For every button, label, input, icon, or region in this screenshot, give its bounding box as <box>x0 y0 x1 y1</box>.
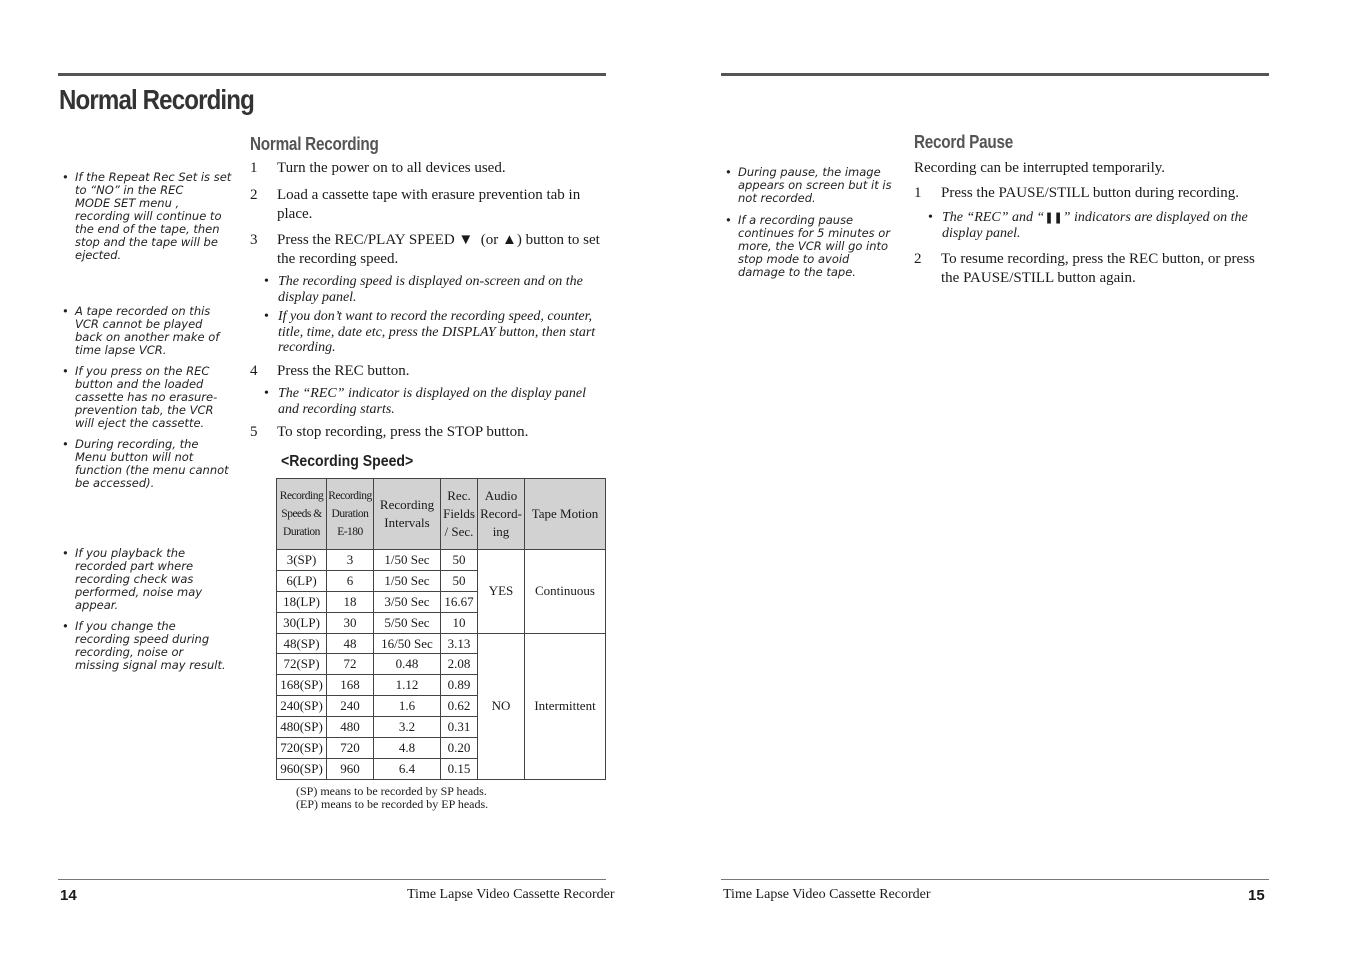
pause-step-2: 2 To resume recording, press the REC button, or press the PAUSE/STILL button again. <box>914 251 1255 286</box>
side-note: • If a recording pause continues for 5 minutes or more, the VCR will go into stop mode to avoid damage to the tape. <box>723 214 890 279</box>
header-audio: Audio Record- ing <box>478 479 525 550</box>
header-speed: Recording Speeds & Duration <box>277 479 327 550</box>
step-3-note: • If you don’t want to record the recording speed, counter, title, time, date etc, press the DISPLAY button, then start recording. <box>264 309 596 355</box>
top-rule-right <box>721 73 1269 76</box>
step-3-note: • The recording speed is displayed on-screen and on the display panel. <box>264 274 583 305</box>
arrow-up-icon: ▲ <box>502 232 517 248</box>
running-title-left: Time Lapse Video Cassette Recorder <box>407 887 615 902</box>
section-heading-record-pause: Record Pause <box>914 132 1013 152</box>
audio-no-cell: NO <box>478 633 525 779</box>
bottom-rule-left <box>58 879 606 880</box>
side-note: • If you playback the recorded part where recording check was performed, noise may appear. <box>60 547 202 612</box>
table-row: 3(SP) 3 1/50 Sec 50 YES Continuous <box>277 550 606 571</box>
pause-step-1: 1 Press the PAUSE/STILL button during recording. <box>914 185 1240 201</box>
table-title: <Recording Speed> <box>281 453 414 470</box>
table-row: 480(SP) 480 3.2 0.31 <box>277 717 606 738</box>
header-fields: Rec. Fields / Sec. <box>441 479 478 550</box>
side-note: • During pause, the image appears on screen but it is not recorded. <box>723 166 892 205</box>
table-footnote-sp: (SP) means to be recorded by SP heads. <box>296 784 487 798</box>
page-title: Normal Recording <box>59 84 254 115</box>
table-row: 72(SP) 72 0.48 2.08 <box>277 654 606 675</box>
step-3: 3 Press the REC/PLAY SPEED ▼ (or ▲) button to set the recording speed. <box>250 232 600 267</box>
page-number-right: 15 <box>1248 887 1265 904</box>
table-row: 30(LP) 30 5/50 Sec 10 <box>277 612 606 633</box>
header-duration: Recording Duration E-180 <box>327 479 374 550</box>
header-intervals: Recording Intervals <box>374 479 441 550</box>
tape-intermittent-cell: Intermittent <box>525 633 606 779</box>
header-tape-motion: Tape Motion <box>525 479 606 550</box>
side-note: • A tape recorded on this VCR cannot be played back on another make of time lapse VCR. <box>60 305 219 357</box>
section-heading-normal-recording: Normal Recording <box>250 134 379 154</box>
side-note: • If you press on the REC button and the loaded cassette has no erasure- prevention tab, the VCR will eject the cassette. <box>60 365 217 430</box>
side-note: • If the Repeat Rec Set is set to “NO” in the REC MODE SET menu , recording will continue to the end of the tape, then stop and the tape will be ejected. <box>60 171 231 262</box>
table-row: 240(SP) 240 1.6 0.62 <box>277 696 606 717</box>
record-pause-intro: Recording can be interrupted temporarily. <box>914 160 1166 176</box>
tape-continuous-cell: Continuous <box>525 550 606 634</box>
recording-speed-table <box>276 478 606 780</box>
table-row: 48(SP) 48 16/50 Sec 3.13 NO Intermittent <box>277 633 606 654</box>
pause-step-1-note: • The “REC” and “❚❚” indicators are displayed on the display panel. <box>928 210 1248 241</box>
table-row: 6(LP) 6 1/50 Sec 50 <box>277 570 606 591</box>
table-row: 720(SP) 720 4.8 0.20 <box>277 738 606 759</box>
step-2: 2 Load a cassette tape with erasure prevention tab in place. <box>250 187 581 222</box>
side-note: • If you change the recording speed during recording, noise or missing signal may result. <box>60 620 226 672</box>
step-1: 1 Turn the power on to all devices used. <box>250 160 506 176</box>
audio-yes-cell: YES <box>478 550 525 634</box>
bottom-rule-right <box>721 879 1269 880</box>
arrow-down-icon: ▼ <box>458 232 474 248</box>
table-row: 168(SP) 168 1.12 0.89 <box>277 675 606 696</box>
step-5: 5 To stop recording, press the STOP button. <box>250 424 529 440</box>
page-number-left: 14 <box>60 887 77 904</box>
table-header-row <box>277 479 606 550</box>
step-4-note: • The “REC” indicator is displayed on the display panel and recording starts. <box>264 386 586 417</box>
pause-icon: ❚❚ <box>1044 211 1063 224</box>
running-title-right: Time Lapse Video Cassette Recorder <box>723 887 931 902</box>
table-row: 18(LP) 18 3/50 Sec 16.67 <box>277 591 606 612</box>
top-rule-left <box>58 73 606 76</box>
side-note: • During recording, the Menu button will not function (the menu cannot be accessed). <box>60 438 229 490</box>
step-4: 4 Press the REC button. <box>250 363 410 379</box>
table-footnote-ep: (EP) means to be recorded by EP heads. <box>296 797 489 811</box>
table-row: 960(SP) 960 6.4 0.15 <box>277 758 606 779</box>
